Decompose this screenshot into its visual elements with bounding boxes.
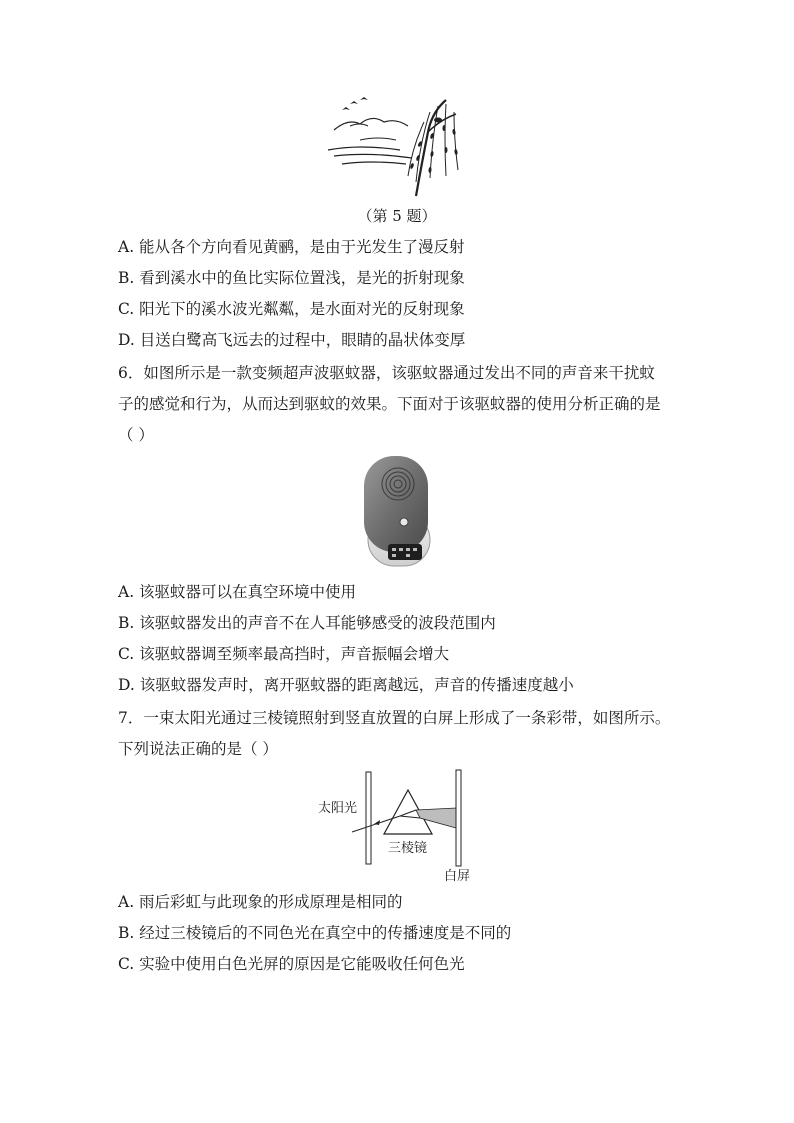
q6-option-b: B. 该驱蚊器发出的声音不在人耳能够感受的波段范围内 <box>118 614 496 632</box>
power-button-icon <box>400 518 408 526</box>
label-prism: 三棱镜 <box>388 841 428 856</box>
q5-option-b: B. 看到溪水中的鱼比实际位置浅，是光的折射现象 <box>118 269 465 287</box>
q7-option-a: A. 雨后彩虹与此现象的形成原理是相同的 <box>118 893 403 911</box>
landscape-willow-figure <box>320 92 470 200</box>
mosquito-repeller-figure <box>356 452 436 572</box>
q5-option-c: C. 阳光下的溪水波光粼粼，是水面对光的反射现象 <box>118 300 465 318</box>
q5-option-d: D. 目送白鹭高飞远去的过程中，眼睛的晶状体变厚 <box>118 331 466 349</box>
figure-caption-q5: （第 5 题） <box>357 207 437 225</box>
q7-stem-line-2: 下列说法正确的是（ ） <box>118 740 278 758</box>
q6-stem-line-1: 6．如图所示是一款变频超声波驱蚊器，该驱蚊器通过发出不同的声音来干扰蚊 <box>118 364 655 382</box>
white-screen-icon <box>456 770 461 866</box>
q6-stem-line-3: （ ） <box>118 426 154 444</box>
q6-option-c: C. 该驱蚊器调至频率最高挡时，声音振幅会增大 <box>118 645 450 663</box>
q7-option-b: B. 经过三棱镜后的不同色光在真空中的传播速度是不同的 <box>118 924 512 942</box>
label-sunlight: 太阳光 <box>318 801 358 816</box>
control-panel-icon <box>388 544 422 560</box>
q5-option-a: A. 能从各个方向看见黄鹂，是由于光发生了漫反射 <box>118 238 465 256</box>
birds-icon <box>342 97 368 110</box>
q7-option-c: C. 实验中使用白色光屏的原因是它能吸收任何色光 <box>118 955 465 973</box>
q6-option-a: A. 该驱蚊器可以在真空环境中使用 <box>118 583 357 601</box>
q7-stem-line-1: 7．一束太阳光通过三棱镜照射到竖直放置的白屏上形成了一条彩带，如图所示。 <box>118 709 671 727</box>
q6-stem-line-2: 子的感觉和行为，从而达到驱蚊的效果。下面对于该驱蚊器的使用分析正确的是 <box>118 395 661 413</box>
q6-option-d: D. 该驱蚊器发声时，离开驱蚊器的距离越远，声音的传播速度越小 <box>118 676 574 694</box>
prism-dispersion-figure <box>316 768 476 884</box>
oriole-icon <box>434 118 442 123</box>
label-screen: 白屏 <box>444 869 471 884</box>
